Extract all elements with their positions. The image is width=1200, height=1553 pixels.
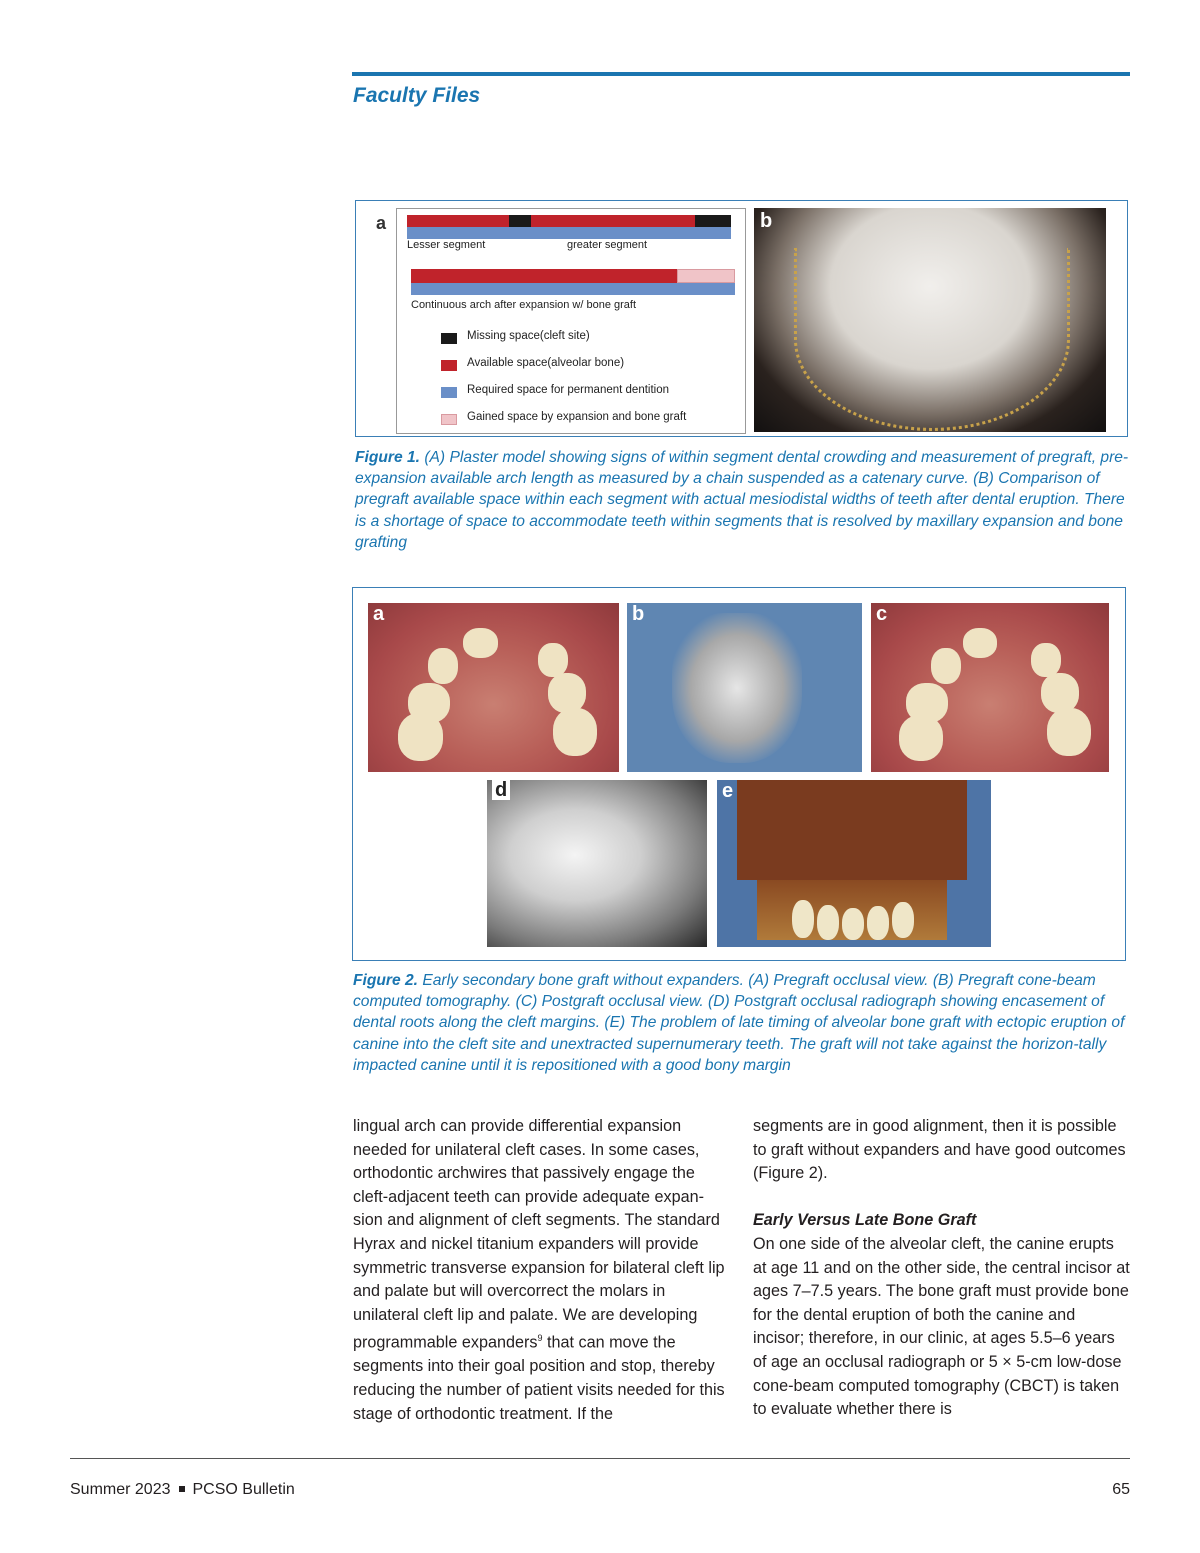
body-right-intro: segments are in good alignment, then it is possible to graft without expanders and have good outcomes (Figure 2).	[753, 1117, 1126, 1183]
postgraft-radiograph	[487, 780, 707, 947]
body-left-text: lingual arch can provide differential expansion needed for unilateral cleft cases. In some cases, orthodontic archwires that passively engage the cleft-adjacent teeth can provide adequate expan-sion and alignment of cleft segments. The standard Hyrax and nickel titanium expanders will provide symmetric transverse expansion for bilateral cleft lip and palate but will overcorrect the molars in unilateral cleft lip and palate. We are developing programmable expanders	[353, 1117, 725, 1352]
lesser-missing-bar	[509, 215, 531, 227]
legend-label-gained: Gained space by expansion and bone graft	[467, 411, 687, 423]
continuous-available-bar	[411, 269, 677, 283]
greater-available-bar	[531, 215, 695, 227]
footer-season: Summer 2023	[70, 1481, 171, 1498]
gained-space-bar	[677, 269, 735, 283]
figure-2-letter-e: e	[722, 780, 734, 802]
continuous-arch-label: Continuous arch after expansion w/ bone graft	[411, 299, 637, 311]
legend-swatch-missing	[441, 333, 457, 344]
page-number: 65	[1112, 1481, 1130, 1498]
legend-label-missing: Missing space(cleft site)	[467, 330, 590, 342]
lesser-available-bar	[407, 215, 509, 227]
figure-1-panel-b-letter: b	[760, 210, 773, 232]
figure-2-letter-a: a	[373, 603, 385, 625]
figure-1	[355, 200, 1128, 437]
postgraft-occlusal-photo	[871, 603, 1109, 772]
figure-2-caption	[353, 970, 1130, 1076]
figure-2-caption-label: Figure 2.	[353, 972, 418, 989]
section-title: Faculty Files	[353, 84, 481, 107]
footer-left	[70, 1481, 295, 1499]
lesser-segment-label: Lesser segment	[407, 239, 486, 251]
legend-swatch-required	[441, 387, 457, 398]
legend-label-available: Available space(alveolar bone)	[467, 357, 625, 369]
figure-2-letter-c: c	[876, 603, 888, 625]
late-graft-cbct-image	[717, 780, 991, 947]
top-rule	[352, 72, 1130, 76]
catenary-chain	[794, 248, 1070, 431]
footer-separator	[179, 1486, 185, 1492]
figure-1-caption	[355, 447, 1130, 553]
footer-rule	[70, 1458, 1130, 1459]
figure-1-caption-text: (A) Plaster model showing signs of within segment dental crowding and measurement of pregraft, pre-expansion available arch length as measured by a chain suspended as a catenary curve. (B) Comparison of pregraft available space within each segment with actual mesiodistal widths of teeth after dental eruption. There is a shortage of space to accommodate teeth within segments that is resolved by maxillary expansion and bone grafting	[355, 449, 1129, 551]
greater-segment-label: greater segment	[567, 239, 648, 251]
required-space-bar-top	[407, 227, 731, 239]
plaster-model-photo	[754, 208, 1106, 432]
figure-2-letter-b: b	[632, 603, 645, 625]
greater-missing-bar	[695, 215, 731, 227]
footer-publication: PCSO Bulletin	[192, 1481, 295, 1498]
pregraft-occlusal-photo	[368, 603, 619, 772]
body-left-text-end: that can move the segments into their goal position and stop, thereby reducing the number of patient visits needed for this stage of orthodontic treatment. If the	[353, 1333, 725, 1423]
legend-swatch-available	[441, 360, 457, 371]
reference-superscript: 9	[537, 1333, 543, 1344]
body-right-column	[753, 1115, 1130, 1422]
figure-1-diagram	[396, 208, 746, 434]
required-space-bar-bottom	[411, 283, 735, 295]
figure-2-caption-text: Early secondary bone graft without expanders. (A) Pregraft occlusal view. (B) Pregraft cone-beam computed tomography. (C) Postgraft occlusal view. (D) Postgraft occlusal radiograph showing encasement of dental roots along the cleft margins. (E) The problem of late timing of alveolar bone graft with ectopic eruption of canine into the cleft site and unextracted supernumerary teeth. The graft will not take against the horizon-tally impacted canine until it is repositioned with a good bony margin	[353, 972, 1125, 1074]
body-right-paragraph: On one side of the alveolar cleft, the canine erupts at age 11 and on the other side, the central incisor at ages 7–7.5 years. The bone graft must provide bone for the dental eruption of both the canine and incisor; therefore, in our clinic, at ages 5.5–6 years of age an occlusal radiograph or 5 × 5-cm low-dose cone-beam computed tomography (CBCT) is taken to evaluate whether there is	[753, 1234, 1130, 1419]
figure-2-letter-d: d	[492, 780, 510, 800]
figure-1-caption-label: Figure 1.	[355, 449, 420, 466]
pregraft-cbct-image	[627, 603, 862, 772]
section-subhead: Early Versus Late Bone Graft	[753, 1211, 977, 1230]
body-left-column	[353, 1115, 725, 1426]
legend-swatch-gained	[441, 414, 457, 425]
figure-2	[352, 587, 1126, 961]
figure-1-panel-a-letter: a	[376, 213, 387, 233]
legend-label-required: Required space for permanent dentition	[467, 384, 670, 396]
